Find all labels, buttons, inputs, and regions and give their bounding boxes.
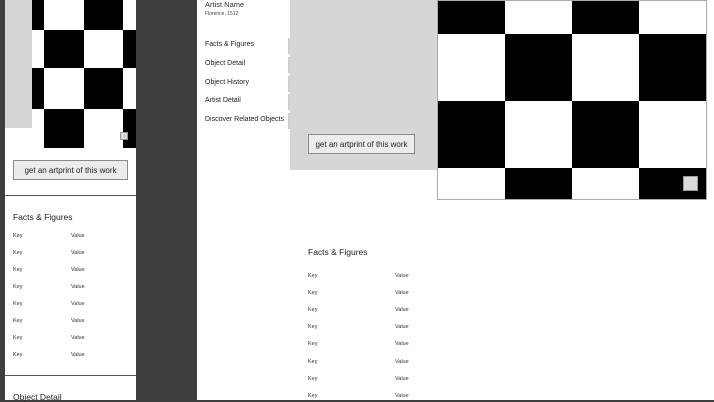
checker-square [639, 34, 707, 101]
section-divider [5, 195, 136, 196]
fact-key: Key [308, 341, 318, 348]
fact-value: Value [395, 273, 409, 279]
artist-location-date: Florence, 1512 [205, 11, 239, 17]
fact-key: Key [13, 301, 23, 307]
facts-figures-title: Facts & Figures [13, 212, 73, 222]
artist-name: Artist Name [205, 0, 245, 9]
checker-square [505, 168, 572, 200]
checker-square [123, 30, 136, 68]
fact-key: Key [308, 324, 318, 331]
fact-value: Value [395, 358, 409, 365]
image-expand-handle[interactable] [120, 132, 128, 140]
checker-square [505, 34, 572, 101]
checker-square [438, 1, 505, 34]
fact-value: Value [71, 352, 85, 358]
fact-value: Value [71, 335, 85, 341]
fact-value: Value [395, 375, 409, 382]
checker-square [84, 68, 123, 109]
fact-value: Value [71, 318, 85, 324]
fact-key: Key [13, 352, 23, 358]
mobile-artboard [5, 0, 136, 400]
fact-key: Key [308, 375, 318, 382]
fact-key: Key [13, 267, 23, 273]
fact-value: Value [395, 324, 409, 331]
section-divider [5, 375, 136, 376]
fact-key: Key [13, 250, 23, 256]
fact-value: Value [395, 290, 409, 297]
fact-key: Key [13, 335, 23, 341]
nav-item-facts-figures[interactable]: Facts & Figures [205, 41, 255, 48]
nav-item-artist-detail[interactable]: Artist Detail [205, 97, 241, 104]
desktop-artwork-image [437, 0, 707, 200]
fact-key: Key [308, 392, 318, 399]
checker-square [44, 30, 84, 68]
fact-value: Value [395, 341, 409, 348]
nav-item-object-detail[interactable]: Object Detail [205, 60, 246, 67]
fact-key: Key [13, 284, 23, 290]
fact-value: Value [395, 392, 409, 399]
checker-square [438, 101, 505, 168]
checker-square [84, 0, 123, 30]
fact-value: Value [71, 233, 85, 239]
fact-value: Value [71, 267, 85, 273]
fact-key: Key [13, 233, 23, 239]
checker-square [572, 1, 639, 34]
checker-square [44, 109, 84, 148]
nav-item-object-history[interactable]: Object History [205, 79, 249, 86]
fact-value: Value [71, 250, 85, 256]
fact-value: Value [71, 301, 85, 307]
artprint-button-desktop[interactable]: get an artprint of this work [308, 134, 415, 154]
facts-figures-title-desktop: Facts & Figures [308, 247, 368, 257]
fact-value: Value [71, 284, 85, 290]
checker-square [123, 109, 136, 148]
artprint-button[interactable]: get an artprint of this work [13, 160, 128, 180]
fact-key: Key [13, 318, 23, 324]
fact-value: Value [395, 307, 409, 314]
nav-item-discover-related-objects[interactable]: Discover Related Objects [205, 116, 284, 123]
fact-key: Key [308, 273, 318, 279]
object-detail-title: Object Detail [13, 392, 62, 402]
checker-square [32, 0, 44, 30]
fact-key: Key [308, 358, 318, 365]
fact-key: Key [308, 290, 318, 297]
artist-location-date-cut [308, 0, 341, 1]
image-expand-handle[interactable] [683, 176, 698, 191]
mobile-artwork-image [32, 0, 136, 148]
fact-key: Key [308, 307, 318, 314]
checker-square [572, 101, 639, 168]
checker-square [32, 68, 44, 109]
